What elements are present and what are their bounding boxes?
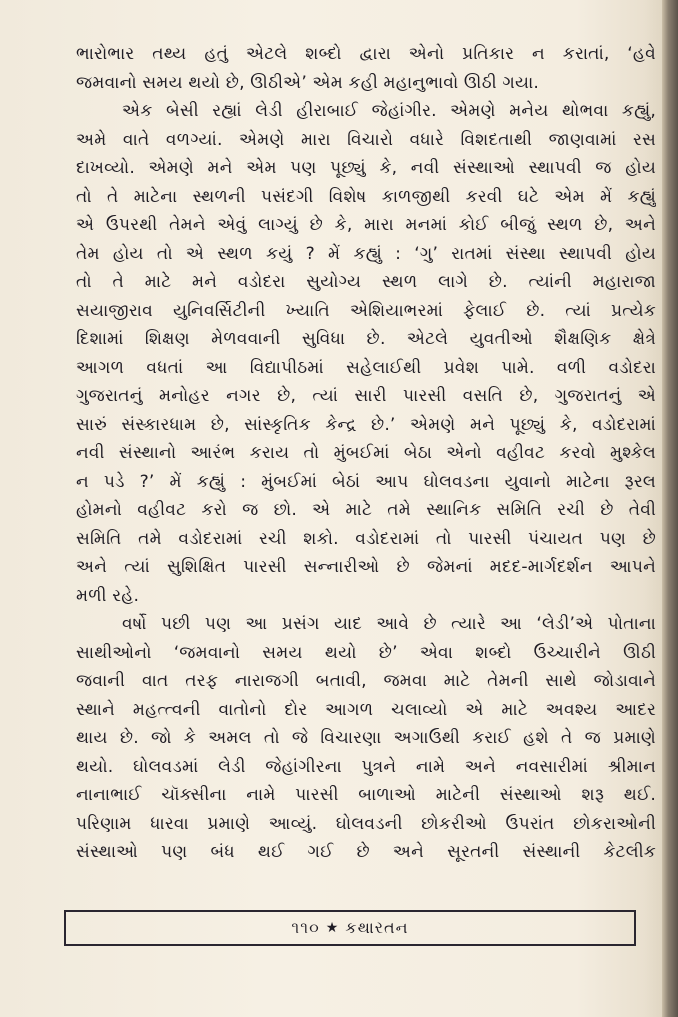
text-line: સયાજીરાવ યુનિવર્સિટીની ખ્યાતિ એશિયાભરમાં ફેલાઈ છે. ત્યાં પ્રત્યેક: [76, 300, 656, 321]
text-line: થાય છે. જો કે અમલ તો જે વિચારણા અગાઉથી કરાઈ હશે તે જ પ્રમાણે: [76, 728, 656, 748]
text-line: અમે વાતે વળગ્યાં. એમણે મારા વિચારો વધારે વિશદતાથી જાણવામાં રસ: [76, 129, 656, 150]
text-line: જમવાનો સમય થયો છે, ઊઠીએ’ એમ કહી મહાનુભાવો ઊઠી ગયા.: [76, 72, 539, 93]
text-line: સાથીઓનો ‘જમવાનો સમય થયો છે’ એવા શબ્દો ઉચ્ચારીને ઊઠી: [76, 642, 656, 663]
text-line: તેમ હોય તો એ સ્થળ કયું ? મેં કહ્યું : ‘ગુ’ રાતમાં સંસ્થા સ્થાપવી હોય: [76, 243, 656, 264]
star-icon: ★: [325, 920, 340, 936]
text-line: મળી રહે.: [76, 585, 140, 606]
text-line: જવાની વાત તરફ નારાજગી બતાવી, જમવા માટે તેમની સાથે જોડાવાને: [76, 671, 656, 691]
body-text: [76, 40, 656, 867]
text-line: નવી સંસ્થાનો આરંભ કરાય તો મુંબઈમાં બેઠા એનો વહીવટ કરવો મુશ્કેલ: [76, 443, 656, 463]
text-line: આગળ વધતાં આ વિદ્યાપીઠમાં સહેલાઈથી પ્રવેશ પામે. વળી વડોદરા: [76, 357, 656, 378]
text-line: સ્થાને મહત્ત્વની વાતોનો દોર આગળ ચલાવ્યો એ માટે અવશ્ય આદર: [76, 699, 656, 720]
text-line: તો તે માટેના સ્થળની પસંદગી વિશેષ કાળજીથી કરવી ઘટે એમ મેં કહ્યું: [76, 186, 656, 207]
text-line: તો તે માટે મને વડોદરા સુયોગ્ય સ્થળ લાગે છે. ત્યાંની મહારાજા: [76, 272, 656, 292]
text-line: દિશામાં શિક્ષણ મેળવવાની સુવિધા છે. એટલે યુવતીઓ શૈક્ષણિક ક્ષેત્રે: [76, 329, 656, 349]
text-line: થયો. ઘોલવડમાં લેડી જેહાંગીરના પુત્રને નામે અને નવસારીમાં શ્રીમાન: [76, 756, 656, 777]
page-edge-shadow: [662, 0, 678, 1017]
text-line: સારું સંસ્કારધામ છે, સાંસ્કૃતિક કેન્દ્ર છે.’ એમણે મને પૂછ્યું કે, વડોદરામાં: [76, 414, 656, 435]
text-line: અને ત્યાં સુશિક્ષિત પારસી સન્નારીઓ છે જેમનાં મદદ-માર્ગદર્શન આપને: [76, 557, 656, 577]
page-footer: [64, 910, 636, 946]
book-title: કથારતન: [345, 918, 409, 937]
text-line: વર્ષો પછી પણ આ પ્રસંગ યાદ આવે છે ત્યારે આ ‘લેડી’એ પોતાના: [122, 614, 656, 634]
text-line: ભારોભાર તથ્ય હતું એટલે શબ્દો દ્વારા એનો પ્રતિકાર ન કરાતાં, ‘હવે: [76, 44, 656, 64]
text-line: પરિણામ ધારવા પ્રમાણે આવ્યું. ઘોલવડની છોકરીઓ ઉપરાંત છોકરાઓની: [76, 813, 656, 834]
text-line: સંસ્થાઓ પણ બંધ થઈ ગઈ છે અને સૂરતની સંસ્થાની કેટલીક: [76, 842, 656, 862]
text-line: ગુજરાતનું મનોહર નગર છે, ત્યાં સારી પારસી વસતિ છે, ગુજરાતનું એ: [76, 386, 656, 406]
text-line: નાનાભાઈ ચૉક્સીના નામે પારસી બાળાઓ માટેની સંસ્થાઓ શરૂ થઈ.: [76, 785, 656, 805]
text-line: ન પડે ?’ મેં કહ્યું : મુંબઈમાં બેઠાં આપ ઘોલવડના યુવાનો માટેના રૂરલ: [76, 471, 656, 492]
text-line: દાખવ્યો. એમણે મને એમ પણ પૂછ્યું કે, નવી સંસ્થાઓ સ્થાપવી જ હોય: [76, 158, 656, 178]
text-line: સમિતિ તમે વડોદરામાં રચી શકો. વડોદરામાં તો પારસી પંચાયત પણ છે: [76, 528, 656, 549]
text-line: એ ઉપરથી તેમને એવું લાગ્યું છે કે, મારા મનમાં કોઈ બીજું સ્થળ છે, અને: [76, 215, 656, 235]
page-number: ૧૧૦: [291, 918, 320, 937]
text-line: એક બેસી રહ્યાં લેડી હીરાબાઈ જેહાંગીર. એમણે મનેય થોભવા કહ્યું,: [122, 101, 656, 121]
text-line: હોમનો વહીવટ કરો જ છો. એ માટે તમે સ્થાનિક સમિતિ રચી છે તેવી: [76, 500, 656, 520]
